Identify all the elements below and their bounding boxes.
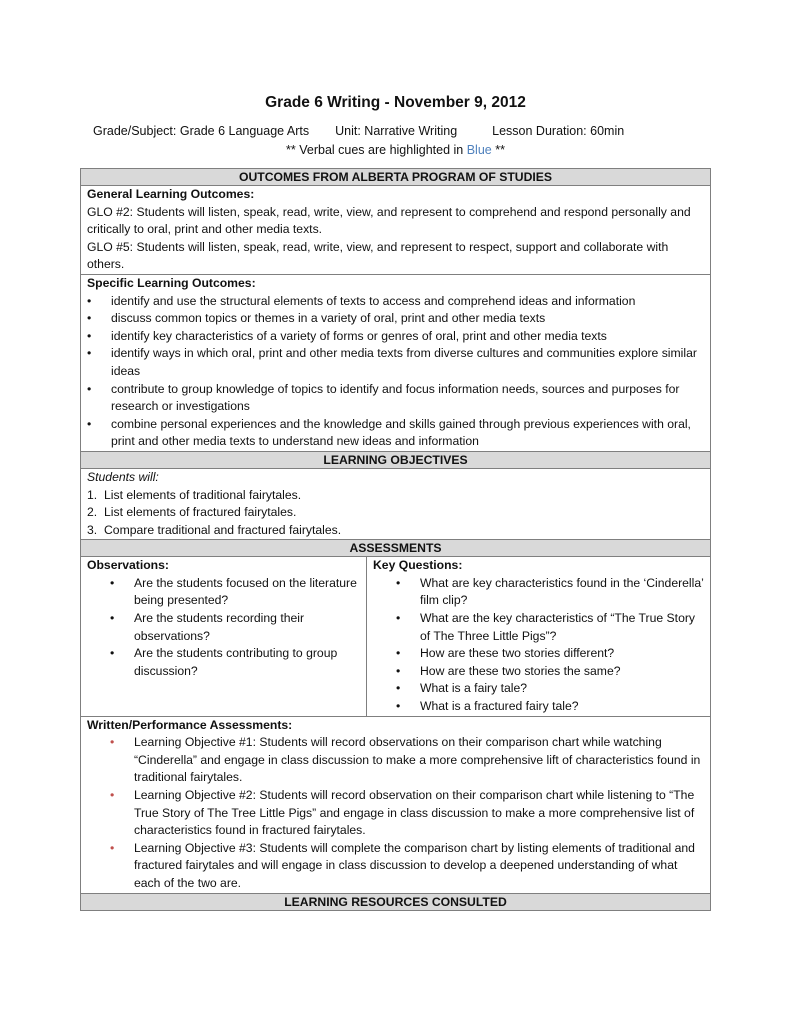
- list-item: • identify key characteristics of a variety of forms or genres of oral, print and other media texts: [87, 328, 704, 346]
- lesson-meta: [93, 124, 624, 138]
- objectives-list: [87, 487, 704, 540]
- list-item: • contribute to group knowledge of topics to identify and focus information needs, sources and purposes for research or investigations: [87, 381, 704, 416]
- outcomes-heading: OUTCOMES FROM ALBERTA PROGRAM OF STUDIES: [81, 169, 711, 186]
- slo-list: [87, 293, 704, 451]
- general-outcomes-cell: [81, 186, 711, 275]
- list-item: • combine personal experiences and the knowledge and skills gained through previous experiences with oral, print and other media texts to understand new ideas and information: [87, 416, 704, 451]
- grade-subject: Grade/Subject: Grade 6 Language Arts: [93, 124, 310, 138]
- list-item: • How are these two stories the same?: [373, 663, 704, 681]
- list-item: • What is a fairy tale?: [373, 680, 704, 698]
- document-title: Grade 6 Writing - November 9, 2012: [265, 94, 526, 111]
- list-item: 3. Compare traditional and fractured fairytales.: [87, 522, 342, 537]
- observations-cell: [81, 557, 367, 716]
- written-assessments-label: Written/Performance Assessments:: [87, 717, 293, 732]
- list-item: 1. List elements of traditional fairytales.: [87, 487, 302, 502]
- list-item: • What are key characteristics found in the ‘Cinderella’ film clip?: [373, 575, 704, 610]
- lesson-plan-table: [80, 168, 711, 911]
- unit: Unit: Narrative Writing: [335, 124, 458, 138]
- list-item: • How are these two stories different?: [373, 645, 704, 663]
- key-questions-list: [373, 575, 704, 716]
- list-item: • Are the students focused on the literature being presented?: [87, 575, 360, 610]
- objectives-cell: [81, 468, 711, 539]
- list-item: • What is a fractured fairy tale?: [373, 698, 704, 716]
- list-item: • discuss common topics or themes in a variety of oral, print and other media texts: [87, 310, 704, 328]
- observations-label: Observations:: [87, 558, 169, 573]
- assessments-heading: ASSESSMENTS: [81, 540, 711, 557]
- objectives-intro: Students will:: [87, 469, 159, 484]
- list-item: • Are the students recording their observations?: [87, 610, 360, 645]
- list-item: 2. List elements of fractured fairytales.: [87, 505, 297, 520]
- specific-outcomes-label: Specific Learning Outcomes:: [87, 275, 256, 290]
- objectives-heading: LEARNING OBJECTIVES: [81, 451, 711, 468]
- written-assessments-list: [87, 734, 704, 892]
- specific-outcomes-cell: [81, 274, 711, 451]
- list-item: • Learning Objective #3: Students will complete the comparison chart by listing elements of traditional and fractured fairytales and will engage in class discussion to develop a deepened understanding of what each of the two are.: [87, 840, 704, 893]
- general-outcomes-label: General Learning Outcomes:: [87, 187, 255, 201]
- written-assessments-cell: [81, 716, 711, 893]
- blue-keyword: Blue: [466, 143, 492, 157]
- list-item: • identify and use the structural elements of texts to access and comprehend ideas and information: [87, 293, 704, 311]
- resources-heading: LEARNING RESOURCES CONSULTED: [81, 893, 711, 910]
- list-item: • Learning Objective #2: Students will record observation on their comparison chart while listening to “The True Story of The Tree Little Pigs” and engage in class discussion to make a more comprehensive list of characteristics found in fractured fairytales.: [87, 787, 704, 840]
- list-item: • Learning Objective #1: Students will record observations on their comparison chart while watching “Cinderella” and engage in class discussion to make a more comprehensive lift of characteristics found in traditional fairytales.: [87, 734, 704, 787]
- key-questions-label: Key Questions:: [373, 558, 463, 573]
- list-item: • Are the students contributing to group discussion?: [87, 645, 360, 680]
- verbal-cues-note: ** Verbal cues are highlighted in Blue **: [286, 143, 505, 157]
- glo-item: GLO #2: Students will listen, speak, read, write, view, and represent to comprehend and respond personally and critically to oral, print and other media texts.: [87, 204, 691, 237]
- list-item: • What are the key characteristics of “The True Story of The Three Little Pigs”?: [373, 610, 704, 645]
- observations-list: [87, 575, 360, 681]
- glo-item: GLO #5: Students will listen, speak, read, write, view, and represent to respect, support and collaborate with others.: [87, 239, 669, 272]
- lesson-duration: Lesson Duration: 60min: [492, 124, 625, 138]
- list-item: • identify ways in which oral, print and other media texts from diverse cultures and communities explore similar ideas: [87, 345, 704, 380]
- key-questions-cell: [367, 557, 711, 716]
